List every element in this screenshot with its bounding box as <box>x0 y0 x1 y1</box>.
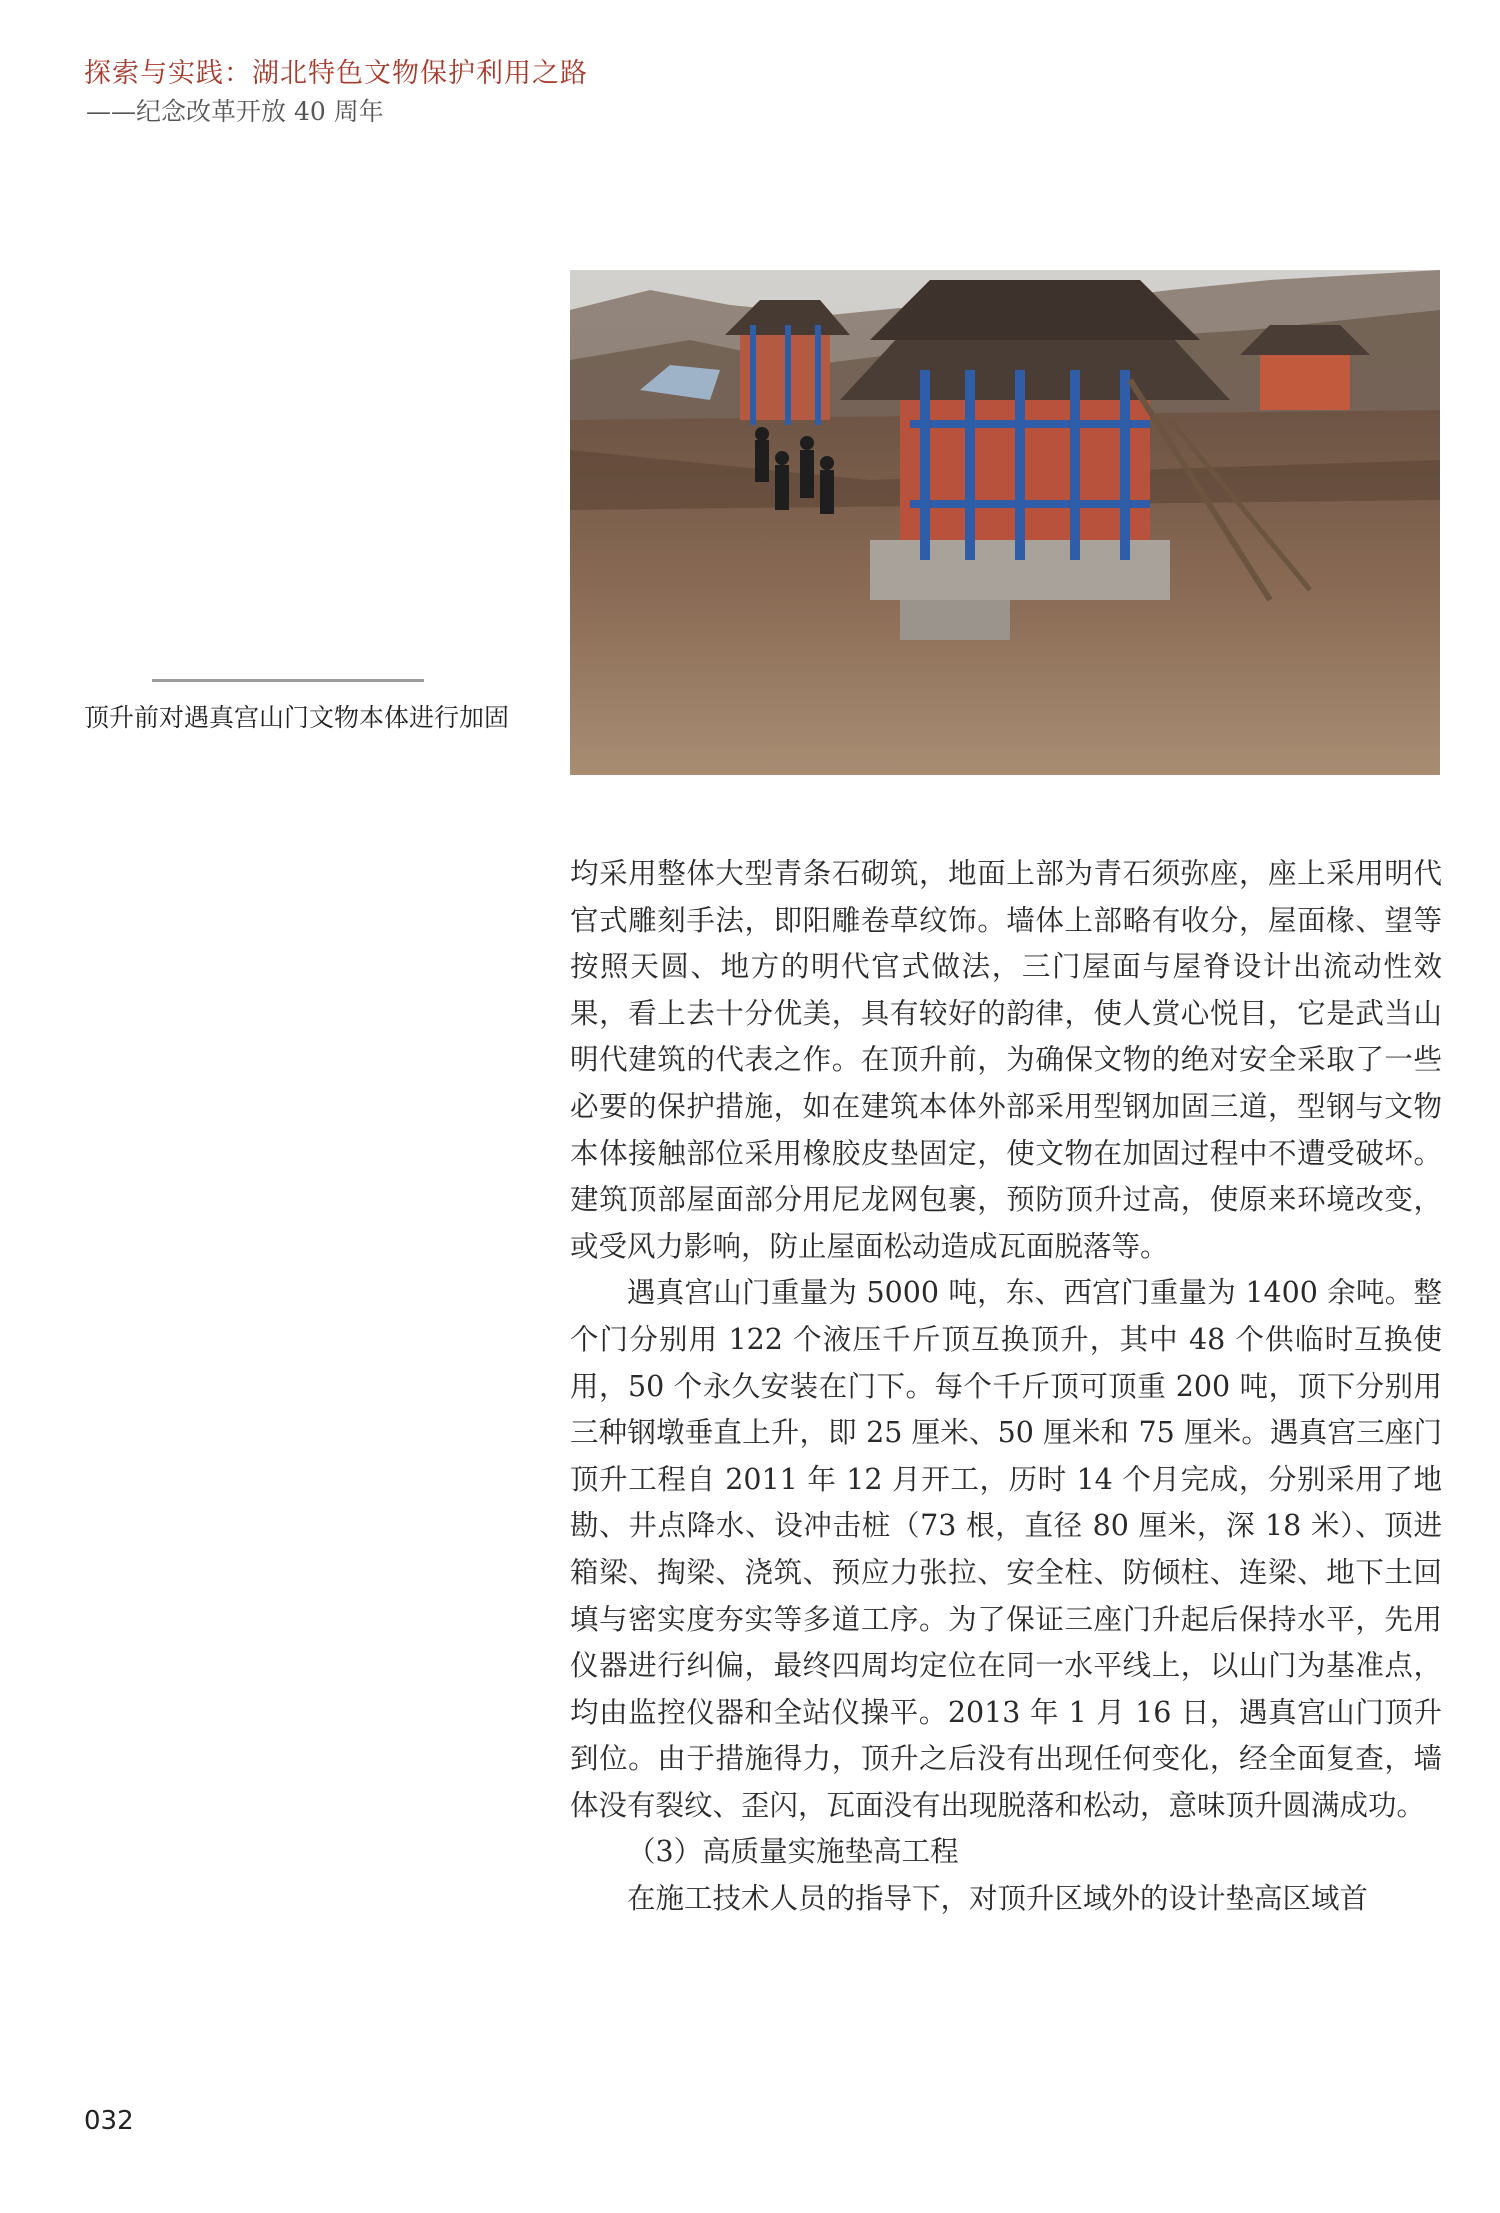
paragraph-3: 在施工技术人员的指导下，对顶升区域外的设计垫高区域首 <box>627 1882 1369 1916</box>
photo-yuzhen-palace-gate-reinforcement <box>570 270 1440 775</box>
header-subtitle: ——纪念改革开放 40 周年 <box>86 97 384 126</box>
page-number: 032 <box>84 2106 134 2136</box>
paragraph-1: 均采用整体大型青条石砌筑，地面上部为青石须弥座，座上采用明代官式雕刻手法，即阳雕卷草纹饰。墙体上部略有收分，屋面椽、望等按照天圆、地方的明代官式做法，三门屋面与屋脊设计出流动性效果，看上去十分优美，具有较好的韵律，使人赏心悦目，它是武当山明代建筑的代表之作。在顶升前，为确保文物的绝对安全采取了一些必要的保护措施，如在建筑本体外部采用型钢加固三道，型钢与文物本体接触部位采用橡胶皮垫固定，使文物在加固过程中不遭受破坏。建筑顶部屋面部分用尼龙网包裹，预防顶升过高，使原来环境改变，或受风力影响，防止屋面松动造成瓦面脱落等。 <box>570 857 1442 1263</box>
article-body <box>570 851 1442 1923</box>
photo-illustration <box>570 270 1440 775</box>
running-header <box>84 54 588 130</box>
header-title: 探索与实践：湖北特色文物保护利用之路 <box>84 58 588 89</box>
section-heading: （3）高质量实施垫高工程 <box>627 1835 959 1869</box>
caption-divider <box>152 679 424 682</box>
figure-caption: 顶升前对遇真宫山门文物本体进行加固 <box>84 703 510 732</box>
paragraph-2: 遇真宫山门重量为 5000 吨，东、西宫门重量为 1400 余吨。整个门分别用 122 个液压千斤顶互换顶升，其中 48 个供临时互换使用，50 个永久安装在门下。每个千斤顶可顶重 200 吨，顶下分别用三种钢墩垂直上升，即 25 厘米、50 厘米和 75 厘米。遇真宫三座门顶升工程自 2011 年 12 月开工，历时 14 个月完成，分别采用了地勘、井点降水、设冲击桩（73 根，直径 80 厘米，深 18 米）、顶进箱梁、掏梁、浇筑、预应力张拉、安全柱、防倾柱、连梁、地下土回填与密实度夯实等多道工序。为了保证三座门升起后保持水平，先用仪器进行纠偏，最终四周均定位在同一水平线上，以山门为基准点，均由监控仪器和全站仪操平。2013 年 1 月 16 日，遇真宫山门顶升到位。由于措施得力，顶升之后没有出现任何变化，经全面复查，墙体没有裂纹、歪闪，瓦面没有出现脱落和松动，意味顶升圆满成功。 <box>570 1276 1442 1822</box>
